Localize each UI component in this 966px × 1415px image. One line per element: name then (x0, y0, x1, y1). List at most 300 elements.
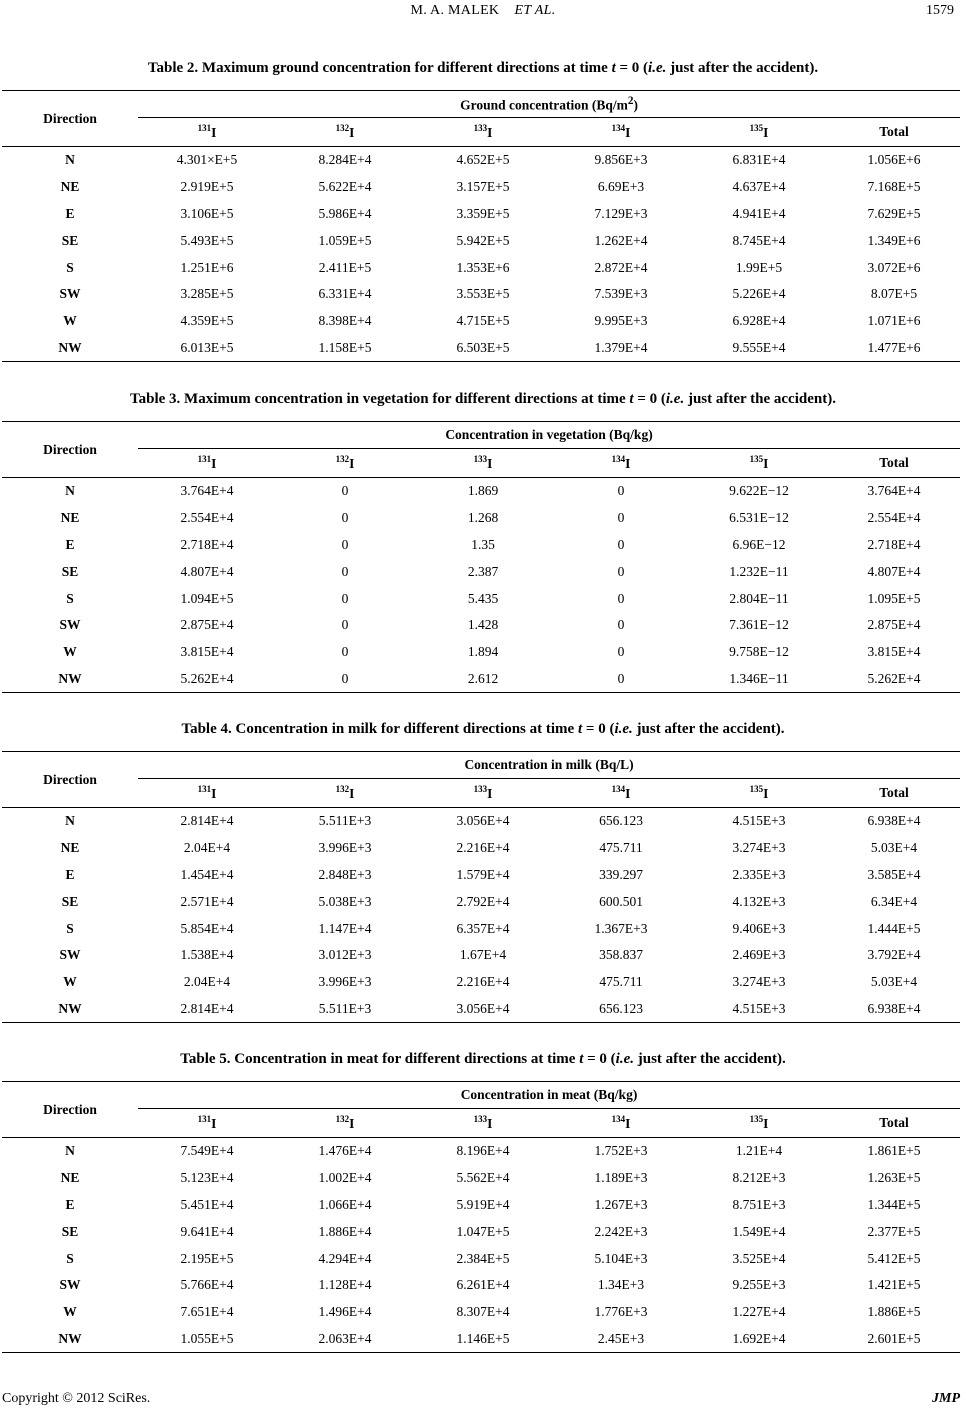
group-header-text: Concentration in vegetation (Bq/kg) (445, 427, 653, 442)
journal-abbrev: JMP (932, 1391, 960, 1406)
value-cell: 6.261E+4 (456, 1277, 510, 1293)
isotope-header (414, 1109, 552, 1138)
table-row (2, 201, 960, 228)
isotope-symbol: I (211, 1116, 217, 1131)
value-cell: 3.056E+4 (456, 813, 510, 829)
group-header (138, 91, 960, 118)
group-header-text: Ground concentration (Bq/m (460, 97, 628, 113)
value-cell: 8.751E+3 (732, 1196, 786, 1212)
value-cell: 1.267E+3 (594, 1196, 648, 1212)
value-cell: 339.297 (599, 866, 643, 882)
total-cell: 1.263E+5 (867, 1170, 921, 1186)
isotope-mass-number: 131 (197, 454, 212, 464)
value-cell: 2.411E+5 (318, 259, 372, 275)
direction-cell: NE (60, 840, 80, 856)
value-cell: 1.353E+6 (456, 259, 510, 275)
table-row (2, 254, 960, 281)
value-cell: 475.711 (599, 840, 643, 856)
value-cell: 2.387 (467, 563, 499, 579)
total-header: Total (828, 779, 960, 808)
group-header (138, 752, 960, 779)
isotope-symbol: I (763, 786, 769, 801)
value-cell: 1.692E+4 (690, 1326, 828, 1353)
isotope-header (138, 1109, 276, 1138)
table-caption (0, 1049, 966, 1069)
isotope-mass-number: 133 (473, 454, 488, 464)
value-cell: 2.195E+5 (180, 1250, 234, 1266)
table-row (2, 612, 960, 639)
direction-cell: S (66, 1250, 74, 1266)
value-cell: 0 (341, 644, 349, 660)
isotope-header (690, 118, 828, 147)
value-cell: 3.764E+4 (180, 483, 234, 499)
value-cell: 4.132E+3 (732, 893, 786, 909)
value-cell: 1.047E+5 (456, 1223, 510, 1239)
table-row (2, 808, 960, 835)
value-cell: 9.255E+3 (732, 1277, 786, 1293)
isotope-mass-number: 135 (749, 454, 764, 464)
value-cell: 4.294E+4 (318, 1250, 372, 1266)
total-cell: 8.07E+5 (870, 286, 918, 302)
direction-cell: NE (60, 179, 80, 195)
isotope-symbol: I (763, 456, 769, 471)
header-row-isotopes (2, 1109, 960, 1138)
isotope-header (690, 449, 828, 478)
value-cell: 0 (617, 483, 625, 499)
value-cell: 0 (617, 617, 625, 633)
direction-cell: SE (61, 1223, 79, 1239)
table-row (2, 1326, 960, 1353)
value-cell: 0 (617, 644, 625, 660)
table-row (2, 335, 960, 362)
value-cell: 1.379E+4 (552, 335, 690, 362)
isotope-mass-number: 131 (197, 784, 212, 794)
isotope-symbol: I (487, 786, 493, 801)
table-body (2, 478, 960, 693)
isotope-symbol: I (763, 125, 769, 140)
value-cell: 9.641E+4 (180, 1223, 234, 1239)
total-cell: 6.34E+4 (870, 893, 918, 909)
value-cell: 0 (341, 536, 349, 552)
caption-text: just after the accident). (684, 391, 836, 407)
total-cell: 3.792E+4 (867, 947, 921, 963)
table-row (2, 1272, 960, 1299)
total-cell: 2.554E+4 (867, 510, 921, 526)
header-row-top (2, 91, 960, 118)
data-table (2, 1081, 960, 1353)
isotope-symbol: I (625, 456, 631, 471)
value-cell: 0 (341, 483, 349, 499)
isotope-mass-number: 134 (611, 454, 626, 464)
isotope-mass-number: 132 (335, 784, 350, 794)
value-cell: 2.814E+4 (138, 996, 276, 1023)
value-cell: 1.454E+4 (180, 866, 234, 882)
page-footer (0, 1391, 966, 1415)
value-cell: 5.919E+4 (456, 1196, 510, 1212)
value-cell: 4.515E+3 (690, 996, 828, 1023)
value-cell: 0 (617, 536, 625, 552)
value-cell: 8.745E+4 (732, 232, 786, 248)
total-cell: 7.629E+5 (867, 205, 921, 221)
total-cell: 2.718E+4 (867, 536, 921, 552)
isotope-header (138, 779, 276, 808)
value-cell: 1.189E+3 (594, 1170, 648, 1186)
direction-header: Direction (2, 1082, 138, 1138)
value-cell: 3.996E+3 (318, 840, 372, 856)
isotope-header (414, 449, 552, 478)
total-cell: 1.349E+6 (867, 232, 921, 248)
isotope-symbol: I (349, 125, 355, 140)
table-row (2, 308, 960, 335)
total-cell: 5.412E+5 (867, 1250, 921, 1266)
total-cell: 3.815E+4 (867, 644, 921, 660)
isotope-mass-number: 135 (749, 1114, 764, 1124)
direction-cell: E (65, 866, 75, 882)
value-cell: 5.766E+4 (180, 1277, 234, 1293)
isotope-symbol: I (625, 125, 631, 140)
value-cell: 2.792E+4 (456, 893, 510, 909)
isotope-symbol: I (349, 1116, 355, 1131)
header-row-top (2, 422, 960, 449)
direction-cell: E (65, 1196, 75, 1212)
total-cell: 2.377E+5 (867, 1223, 921, 1239)
value-cell: 9.555E+4 (690, 335, 828, 362)
value-cell: 0 (552, 666, 690, 693)
value-cell: 2.612 (414, 666, 552, 693)
value-cell: 4.637E+4 (732, 179, 786, 195)
table-row (2, 174, 960, 201)
value-cell: 2.848E+3 (318, 866, 372, 882)
value-cell: 7.129E+3 (594, 205, 648, 221)
value-cell: 1.147E+4 (318, 920, 372, 936)
value-cell: 1.158E+5 (276, 335, 414, 362)
table-row (2, 862, 960, 889)
isotope-symbol: I (211, 125, 217, 140)
total-cell: 3.072E+6 (867, 259, 921, 275)
value-cell: 0 (617, 590, 625, 606)
group-header-text: Concentration in milk (Bq/L) (464, 757, 634, 772)
isotope-symbol: I (349, 786, 355, 801)
value-cell: 5.123E+4 (180, 1170, 234, 1186)
group-header-sup: 2 (627, 94, 634, 107)
caption-ie: i.e. (665, 391, 685, 407)
table-head (2, 422, 960, 478)
total-header: Total (828, 118, 960, 147)
table-caption (0, 389, 966, 409)
total-cell: 2.875E+4 (867, 617, 921, 633)
total-header: Total (828, 449, 960, 478)
isotope-mass-number: 132 (335, 454, 350, 464)
caption-text: Table 3. Maximum concentration in vegetation for different directions at time (130, 391, 630, 407)
table-row (2, 969, 960, 996)
table-row (2, 1299, 960, 1326)
value-cell: 6.69E+3 (597, 179, 645, 195)
value-cell: 656.123 (552, 996, 690, 1023)
value-cell: 0 (341, 563, 349, 579)
data-table (2, 751, 960, 1023)
isotope-symbol: I (349, 456, 355, 471)
value-cell: 2.45E+3 (552, 1326, 690, 1353)
table-row (2, 888, 960, 915)
table-head (2, 91, 960, 147)
value-cell: 358.837 (599, 947, 643, 963)
isotope-symbol: I (211, 456, 217, 471)
value-cell: 2.872E+4 (594, 259, 648, 275)
value-cell: 1.128E+4 (318, 1277, 372, 1293)
value-cell: 1.251E+6 (180, 259, 234, 275)
isotope-mass-number: 135 (749, 784, 764, 794)
isotope-header (690, 1109, 828, 1138)
value-cell: 7.361E−12 (729, 617, 789, 633)
caption-text: just after the accident). (666, 60, 819, 76)
value-cell: 0 (341, 510, 349, 526)
table-row (2, 532, 960, 559)
isotope-header (690, 779, 828, 808)
value-cell: 4.807E+4 (180, 563, 234, 579)
value-cell: 6.013E+5 (138, 335, 276, 362)
value-cell: 5.038E+3 (318, 893, 372, 909)
value-cell: 7.549E+4 (180, 1143, 234, 1159)
total-cell: 1.421E+5 (867, 1277, 921, 1293)
total-cell: 1.886E+5 (867, 1304, 921, 1320)
value-cell: 1.232E−11 (729, 563, 789, 579)
direction-cell: NW (2, 666, 138, 693)
isotope-symbol: I (487, 456, 493, 471)
table-row (2, 505, 960, 532)
direction-cell: SE (61, 563, 79, 579)
table-row (2, 1165, 960, 1192)
group-header-text: ) (633, 97, 638, 113)
value-cell: 5.493E+5 (180, 232, 234, 248)
isotope-header (138, 449, 276, 478)
authors-main: M. A. MALEK (410, 3, 500, 18)
isotope-header (276, 118, 414, 147)
total-cell: 1.095E+5 (867, 590, 921, 606)
total-cell: 1.344E+5 (867, 1196, 921, 1212)
value-cell: 0 (617, 563, 625, 579)
caption-ie: i.e. (648, 60, 667, 76)
value-cell: 1.367E+3 (594, 920, 648, 936)
value-cell: 1.094E+5 (180, 590, 234, 606)
value-cell: 2.554E+4 (180, 510, 234, 526)
table-row (2, 227, 960, 254)
table-head (2, 752, 960, 808)
caption-text: just after the accident). (632, 721, 785, 737)
table-row (2, 835, 960, 862)
value-cell: 5.854E+4 (180, 920, 234, 936)
table-row (2, 915, 960, 942)
header-row-top (2, 752, 960, 779)
value-cell: 1.268 (467, 510, 499, 526)
total-cell: 6.938E+4 (867, 813, 921, 829)
total-cell: 5.03E+4 (870, 840, 918, 856)
value-cell: 9.622E−12 (729, 483, 789, 499)
direction-cell: SE (61, 893, 79, 909)
direction-cell: S (66, 259, 74, 275)
caption-text: = 0 ( (615, 60, 649, 76)
group-header-text: Concentration in meat (Bq/kg) (460, 1087, 638, 1102)
table-row (2, 639, 960, 666)
table-body (2, 1138, 960, 1353)
isotope-symbol: I (211, 786, 217, 801)
value-cell: 3.996E+3 (318, 974, 372, 990)
table-row (2, 1245, 960, 1272)
data-table (2, 421, 960, 693)
isotope-header (138, 118, 276, 147)
page-number: 1579 (926, 3, 954, 18)
running-head (0, 0, 966, 24)
value-cell: 1.262E+4 (594, 232, 648, 248)
isotope-mass-number: 134 (611, 1114, 626, 1124)
total-cell: 5.262E+4 (828, 666, 960, 693)
value-cell: 2.718E+4 (180, 536, 234, 552)
direction-cell: N (65, 483, 75, 499)
caption-text: = 0 ( (633, 391, 666, 407)
total-cell: 4.807E+4 (867, 563, 921, 579)
value-cell: 1.346E−11 (690, 666, 828, 693)
caption-text: Table 2. Maximum ground concentration for different directions at time (147, 60, 612, 76)
direction-cell: W (63, 974, 77, 990)
caption-text: just after the accident). (634, 1051, 786, 1067)
value-cell: 3.274E+3 (732, 974, 786, 990)
value-cell: 4.941E+4 (732, 205, 786, 221)
caption-variable: t (579, 1051, 584, 1067)
value-cell: 1.752E+3 (594, 1143, 648, 1159)
table-head (2, 1082, 960, 1138)
value-cell: 1.99E+5 (735, 259, 783, 275)
isotope-mass-number: 135 (749, 123, 764, 133)
value-cell: 3.553E+5 (456, 286, 510, 302)
total-cell: 1.444E+5 (867, 920, 921, 936)
isotope-header (552, 1109, 690, 1138)
value-cell: 9.995E+3 (594, 313, 648, 329)
value-cell: 1.227E+4 (732, 1304, 786, 1320)
direction-cell: NW (2, 1326, 138, 1353)
value-cell: 2.804E−11 (729, 590, 789, 606)
value-cell: 1.002E+4 (318, 1170, 372, 1186)
isotope-mass-number: 133 (473, 123, 488, 133)
group-header (138, 1082, 960, 1109)
isotope-header (276, 779, 414, 808)
value-cell: 1.146E+5 (414, 1326, 552, 1353)
caption-ie: i.e. (615, 1051, 634, 1067)
value-cell: 5.451E+4 (180, 1196, 234, 1212)
direction-header: Direction (2, 422, 138, 478)
value-cell: 5.435 (467, 590, 499, 606)
isotope-mass-number: 132 (335, 123, 350, 133)
value-cell: 6.831E+4 (732, 152, 786, 168)
value-cell: 1.894 (467, 644, 499, 660)
direction-cell: NW (2, 335, 138, 362)
value-cell: 1.059E+5 (318, 232, 372, 248)
authors-et-al: ET AL. (514, 3, 556, 18)
direction-header: Direction (2, 752, 138, 808)
table-row (2, 478, 960, 505)
caption-text: Table 4. Concentration in milk for different directions at time (181, 721, 578, 737)
value-cell: 600.501 (599, 893, 643, 909)
value-cell: 1.538E+4 (180, 947, 234, 963)
table-row (2, 558, 960, 585)
direction-cell: SW (59, 1277, 81, 1293)
value-cell: 5.511E+3 (318, 813, 372, 829)
value-cell: 3.056E+4 (414, 996, 552, 1023)
copyright-notice: Copyright © 2012 SciRes. (2, 1391, 151, 1406)
value-cell: 1.428 (467, 617, 499, 633)
value-cell: 8.212E+3 (732, 1170, 786, 1186)
isotope-mass-number: 131 (197, 123, 212, 133)
value-cell: 7.539E+3 (594, 286, 648, 302)
table-row (2, 942, 960, 969)
value-cell: 5.511E+3 (276, 996, 414, 1023)
isotope-symbol: I (487, 1116, 493, 1131)
value-cell: 0 (617, 510, 625, 526)
direction-cell: SE (61, 232, 79, 248)
value-cell: 1.776E+3 (594, 1304, 648, 1320)
total-cell: 1.861E+5 (867, 1143, 921, 1159)
direction-cell: S (66, 590, 74, 606)
direction-cell: W (63, 1304, 77, 1320)
value-cell: 1.35 (471, 536, 495, 552)
direction-cell: N (65, 152, 75, 168)
value-cell: 475.711 (599, 974, 643, 990)
header-row-top (2, 1082, 960, 1109)
isotope-mass-number: 131 (197, 1114, 212, 1124)
value-cell: 1.21E+4 (735, 1143, 783, 1159)
value-cell: 8.284E+4 (318, 152, 372, 168)
table-caption (0, 719, 966, 739)
table-row (2, 666, 960, 693)
value-cell: 4.359E+5 (180, 313, 234, 329)
total-cell: 3.585E+4 (867, 866, 921, 882)
value-cell: 3.525E+4 (732, 1250, 786, 1266)
value-cell: 1.055E+5 (138, 1326, 276, 1353)
value-cell: 1.476E+4 (318, 1143, 372, 1159)
value-cell: 2.875E+4 (180, 617, 234, 633)
value-cell: 2.469E+3 (732, 947, 786, 963)
running-head-authors (0, 3, 966, 19)
data-table (2, 90, 960, 362)
direction-cell: E (65, 205, 75, 221)
value-cell: 1.579E+4 (456, 866, 510, 882)
value-cell: 2.216E+4 (456, 974, 510, 990)
isotope-header (414, 779, 552, 808)
table-body (2, 808, 960, 1023)
value-cell: 2.571E+4 (180, 893, 234, 909)
direction-cell: S (66, 920, 74, 936)
value-cell: 4.301×E+5 (176, 152, 238, 168)
total-cell: 7.168E+5 (867, 179, 921, 195)
direction-cell: NW (2, 996, 138, 1023)
value-cell: 5.104E+3 (594, 1250, 648, 1266)
value-cell: 6.331E+4 (318, 286, 372, 302)
table-row (2, 585, 960, 612)
value-cell: 6.928E+4 (732, 313, 786, 329)
value-cell: 5.226E+4 (732, 286, 786, 302)
isotope-header (552, 449, 690, 478)
value-cell: 2.814E+4 (180, 813, 234, 829)
value-cell: 3.285E+5 (180, 286, 234, 302)
table-caption (0, 58, 966, 78)
value-cell: 4.715E+5 (456, 313, 510, 329)
value-cell: 3.012E+3 (318, 947, 372, 963)
value-cell: 4.652E+5 (456, 152, 510, 168)
direction-cell: N (65, 1143, 75, 1159)
value-cell: 2.384E+5 (456, 1250, 510, 1266)
isotope-header (276, 1109, 414, 1138)
value-cell: 1.066E+4 (318, 1196, 372, 1212)
table-row (2, 281, 960, 308)
value-cell: 5.562E+4 (456, 1170, 510, 1186)
